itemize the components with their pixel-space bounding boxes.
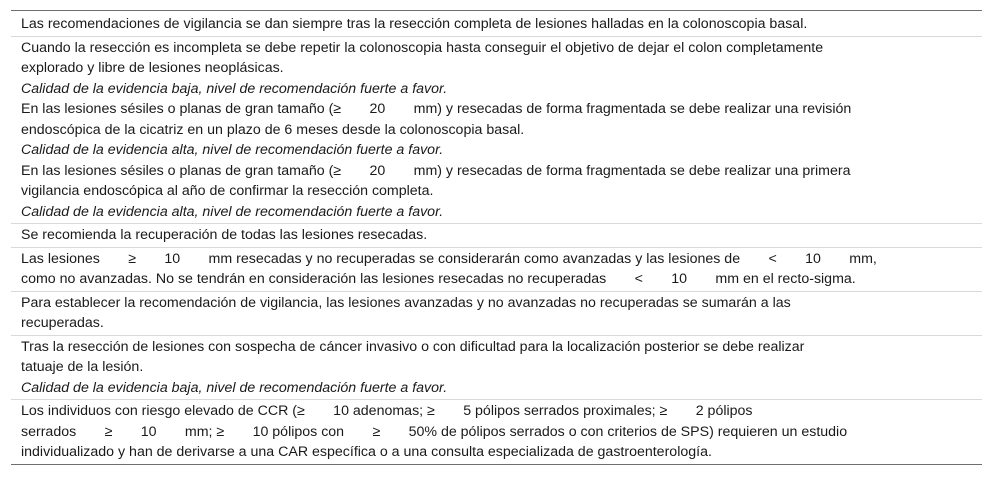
evidence-quality-note: Calidad de la evidencia baja, nivel de recomendación fuerte a favor. [21, 379, 448, 396]
evidence-quality-note: Calidad de la evidencia alta, nivel de recomendación fuerte a favor. [21, 203, 444, 220]
row-text-line: Para establecer la recomendación de vigilancia, las lesiones avanzadas y no avanzadas no recuperadas se sumarán a las [21, 294, 791, 311]
row-text-line: serrados ≥ 10 mm; ≥ 10 pólipos con ≥ 50% de pólipos serrados o con criterios de SPS) requieren un estudio [21, 423, 848, 440]
row-text-line: vigilancia endoscópica al año de confirmar la resección completa. [21, 183, 434, 199]
row-text-line: En las lesiones sésiles o planas de gran tamaño (≥ 20 mm) y resecadas de forma fragmentada se debe realizar una revisión [21, 101, 852, 117]
row-text-line: Las lesiones ≥ 10 mm resecadas y no recuperadas se considerarán como avanzadas y las lesiones de < 10 mm, [21, 250, 877, 267]
row-text-line: Tras la resección de lesiones con sospecha de cáncer invasivo o con dificultad para la localización posterior se debe realizar [21, 338, 805, 355]
table-row [11, 336, 982, 401]
row-text-line: tatuaje de la lesión. [21, 359, 144, 375]
row-text-line: endoscópica de la cicatriz en un plazo de 6 meses desde la colonoscopia basal. [21, 121, 525, 138]
row-text-line: Cuando la resección es incompleta se debe repetir la colonoscopia hasta conseguir el objetivo de dejar el colon completamente [21, 39, 824, 56]
row-text-line: como no avanzadas. No se tendrán en consideración las lesiones resecadas no recuperadas < 10 mm en el recto-sigma. [21, 271, 856, 287]
row-text-line: explorado y libre de lesiones neoplásicas. [21, 60, 284, 76]
row-text-line: recuperadas. [21, 315, 104, 331]
row-text-line: Los individuos con riesgo elevado de CCR (≥ 10 adenomas; ≥ 5 pólipos serrados proximales; ≥ 2 pólipos [21, 403, 753, 419]
row-text-line: Las recomendaciones de vigilancia se dan siempre tras la resección completa de lesiones halladas en la colonoscopia basal. [21, 16, 808, 32]
recommendations-table [11, 10, 982, 465]
evidence-quality-note: Calidad de la evidencia alta, nivel de recomendación fuerte a favor. [21, 142, 444, 158]
table-row [11, 224, 982, 248]
table-row [11, 292, 982, 336]
table-row [11, 37, 982, 225]
row-text-line: En las lesiones sésiles o planas de gran tamaño (≥ 20 mm) y resecadas de forma fragmentada se debe realizar una primera [21, 162, 851, 179]
evidence-quality-note: Calidad de la evidencia baja, nivel de recomendación fuerte a favor. [21, 80, 448, 97]
table-row [11, 248, 982, 292]
row-text-line: individualizado y han de derivarse a una CAR específica o a una consulta especializada de gastroenterología. [21, 444, 712, 460]
row-text-line: Se recomienda la recuperación de todas las lesiones resecadas. [21, 227, 428, 243]
table-row [11, 400, 982, 464]
table-row [11, 11, 982, 37]
